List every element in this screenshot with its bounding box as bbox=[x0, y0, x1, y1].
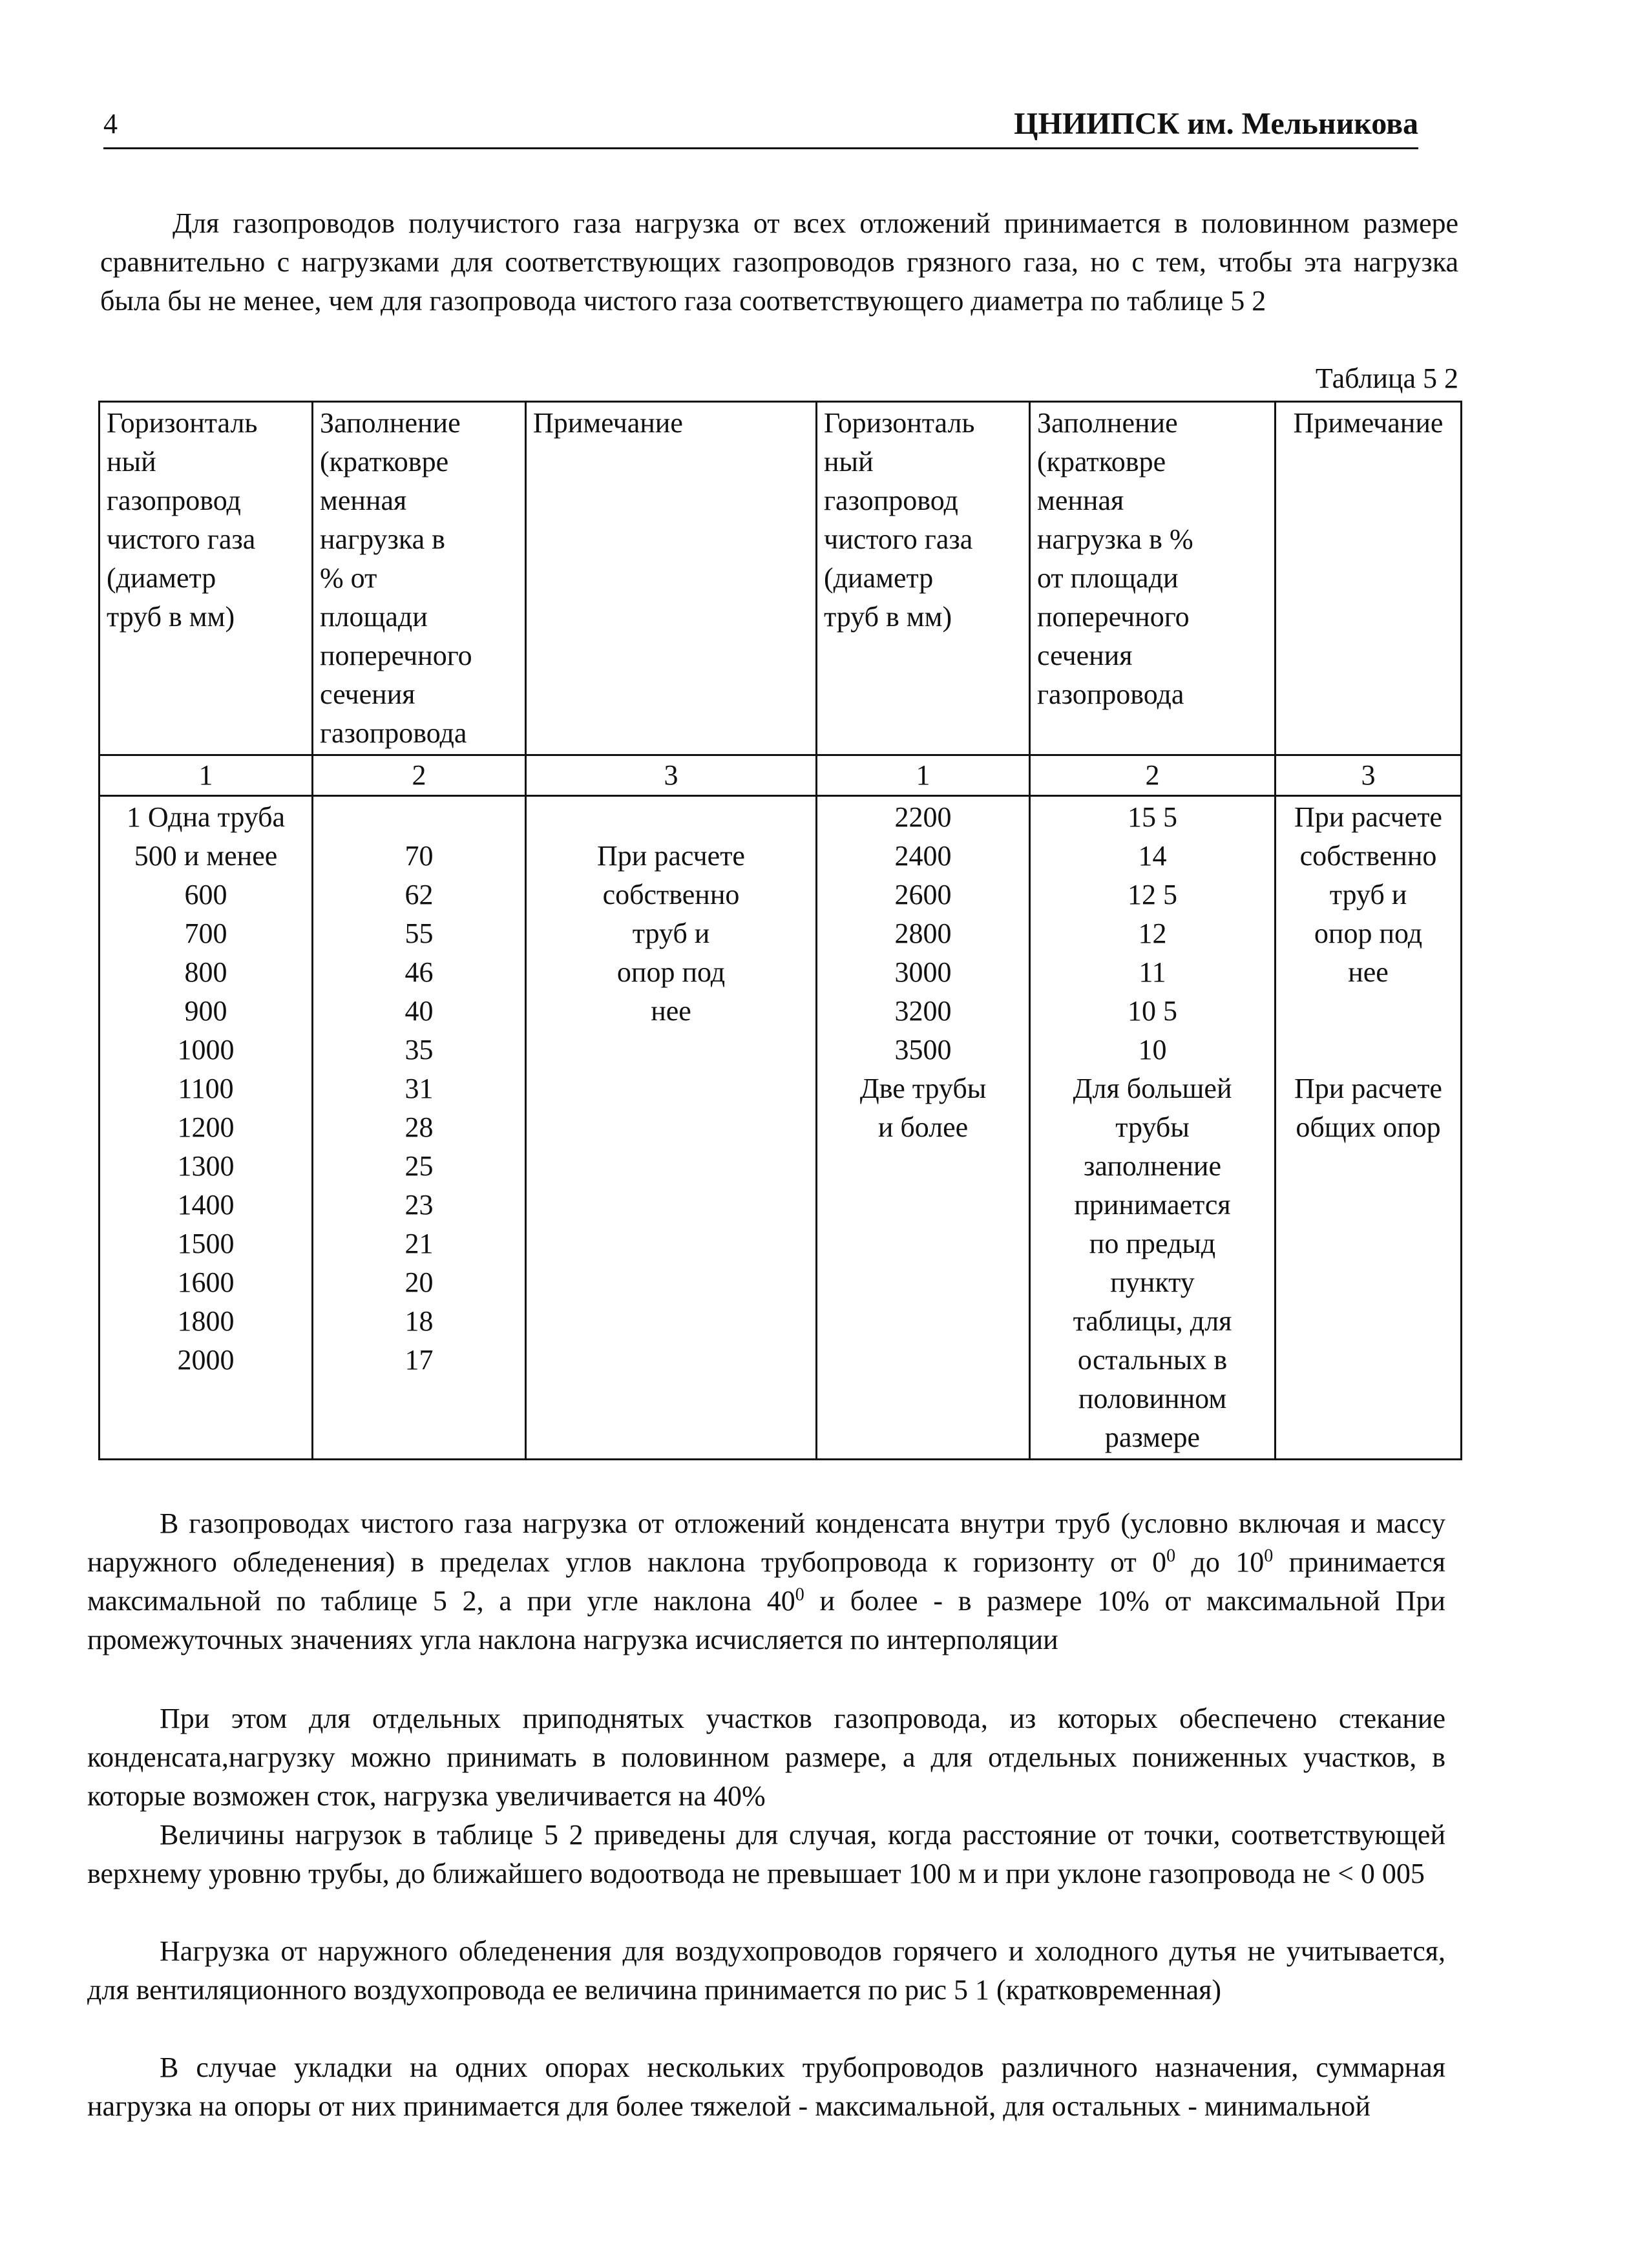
header-line: сечения bbox=[320, 678, 415, 710]
diameter-value: 1400 bbox=[177, 1189, 235, 1221]
text-run: до 10 bbox=[1175, 1546, 1265, 1578]
degree-mark: 0 bbox=[1166, 1546, 1176, 1566]
note-line: При расчете bbox=[597, 840, 745, 872]
header-line: (диаметр bbox=[824, 562, 934, 594]
header-line: нагрузка в % bbox=[1037, 523, 1193, 555]
diameter-value: 1200 bbox=[177, 1111, 235, 1143]
note-line bbox=[529, 798, 813, 837]
raised-sections-paragraph: При этом для отдельных приподнятых участков газопровода, из которых обеспечено стекание конденсата,нагрузку можно принимать в половинном размере, а для отдельных пониженных участков, в которые возможен сток, нагрузка увеличивается на 40% bbox=[87, 1703, 1445, 1812]
note-line: нее bbox=[651, 995, 691, 1027]
note-line bbox=[1279, 1031, 1458, 1069]
note-line: При расчете bbox=[1294, 1073, 1442, 1104]
fill-value: трубы bbox=[1115, 1111, 1190, 1143]
fill-value: 10 bbox=[1138, 1034, 1167, 1066]
diameter-value: 1300 bbox=[177, 1150, 235, 1182]
column-number: 2 bbox=[1030, 755, 1276, 796]
header-line: Заполнение bbox=[1037, 407, 1178, 439]
fill-value: пункту bbox=[1110, 1266, 1195, 1298]
column-number: 1 bbox=[817, 755, 1030, 796]
page-header bbox=[103, 103, 1418, 149]
header-line: сечения bbox=[1037, 640, 1133, 671]
fill-value: 21 bbox=[404, 1228, 434, 1259]
column-number: 2 bbox=[313, 755, 526, 796]
fill-value: 23 bbox=[404, 1189, 434, 1221]
condensate-paragraph bbox=[87, 1504, 1445, 1659]
load-values-paragraph: Величины нагрузок в таблице 5 2 приведены для случая, когда расстояние от точки, соответствующей верхнему уровню трубы, до ближайшего водоотвода не превышает 100 м и при уклоне газопровода не < 0 005 bbox=[87, 1819, 1445, 1889]
header-line: Горизонталь bbox=[107, 407, 258, 439]
header-col6 bbox=[1276, 402, 1462, 755]
diameter-value: 1000 bbox=[177, 1034, 235, 1066]
header-line: ный bbox=[824, 446, 874, 478]
header-col5 bbox=[1030, 402, 1276, 755]
header-line: менная bbox=[320, 485, 407, 516]
column-number: 3 bbox=[1276, 755, 1462, 796]
header-line: чистого газа bbox=[107, 523, 256, 555]
left-diameters-cell bbox=[100, 796, 313, 1460]
diameter-value: 900 bbox=[184, 995, 227, 1027]
diameter-value: Две трубы bbox=[859, 1073, 987, 1104]
diameter-value: 2200 bbox=[894, 801, 952, 833]
fill-value: по предыд bbox=[1089, 1228, 1216, 1259]
column-number: 3 bbox=[526, 755, 817, 796]
fill-value: 46 bbox=[404, 956, 434, 988]
fill-value: 31 bbox=[404, 1073, 434, 1104]
diameter-value: и более bbox=[877, 1111, 969, 1143]
column-number: 1 bbox=[100, 755, 313, 796]
header-line: (диаметр bbox=[107, 562, 216, 594]
fill-value: Для большей bbox=[1073, 1073, 1232, 1104]
diameter-value: 1 Одна труба bbox=[126, 801, 286, 833]
fill-value: 62 bbox=[404, 879, 434, 910]
diameter-value: 2600 bbox=[894, 879, 952, 910]
fill-value: 15 5 bbox=[1128, 801, 1177, 833]
header-line: от площади bbox=[1037, 562, 1179, 594]
left-note-cell bbox=[526, 796, 817, 1460]
diameter-value: 2400 bbox=[894, 840, 952, 872]
header-line: газопровод bbox=[107, 485, 241, 516]
right-diameters-cell bbox=[817, 796, 1030, 1460]
fill-value: 17 bbox=[404, 1344, 434, 1376]
fill-value: размере bbox=[1104, 1422, 1201, 1453]
diameter-value: 3000 bbox=[894, 956, 952, 988]
diameter-value: 600 bbox=[184, 879, 227, 910]
fill-value: таблицы, для bbox=[1073, 1305, 1232, 1337]
note-line bbox=[1279, 992, 1458, 1031]
fill-value: остальных в bbox=[1077, 1344, 1228, 1376]
header-line: Горизонталь bbox=[824, 407, 975, 439]
header-line: (кратковре bbox=[1037, 446, 1166, 478]
icing-paragraph: Нагрузка от наружного обледенения для воздухопроводов горячего и холодного дутья не учитывается, для вентиляционного воздухопровода ее величина принимается по рис 5 1 (кратковременная) bbox=[87, 1935, 1445, 2006]
header-line: газопровод bbox=[824, 485, 958, 516]
fill-value: 55 bbox=[404, 918, 434, 949]
column-number-row bbox=[100, 755, 1462, 796]
note-line: опор под bbox=[616, 956, 726, 988]
header-line: труб в мм) bbox=[824, 601, 952, 633]
header-line: нагрузка в bbox=[320, 523, 445, 555]
header-line: (кратковре bbox=[320, 446, 449, 478]
header-line: менная bbox=[1037, 485, 1124, 516]
fill-value: принимается bbox=[1074, 1189, 1231, 1221]
note-line: опор под bbox=[1314, 918, 1423, 949]
header-line: газопровода bbox=[320, 717, 467, 749]
note-line: При расчете bbox=[1294, 801, 1442, 833]
header-line: Заполнение bbox=[320, 407, 461, 439]
load-table bbox=[98, 401, 1462, 1460]
right-fill-cell bbox=[1030, 796, 1276, 1460]
left-fill-cell bbox=[313, 796, 526, 1460]
fill-value bbox=[316, 798, 522, 837]
degree-mark: 0 bbox=[1264, 1546, 1274, 1566]
header-line: труб в мм) bbox=[107, 601, 235, 633]
fill-value: 12 5 bbox=[1128, 879, 1177, 910]
header-col2 bbox=[313, 402, 526, 755]
diameter-value: 1800 bbox=[177, 1305, 235, 1337]
text-run: и более - в размере 10% от максимальной При промежуточных значениях угла наклона нагрузка исчисляется по интерполяции bbox=[87, 1585, 1445, 1655]
header-col4 bbox=[817, 402, 1030, 755]
header-line: поперечного bbox=[1037, 601, 1190, 633]
fill-value: половинном bbox=[1078, 1383, 1227, 1414]
fill-value: 18 bbox=[404, 1305, 434, 1337]
text-run: В газопроводах чистого газа нагрузка от отложений конденсата внутри труб (условно включая и массу наружного обледенения) в пределах углов наклона трубопровода к горизонту от 0 bbox=[87, 1507, 1445, 1578]
diameter-value: 2800 bbox=[894, 918, 952, 949]
fill-value: 40 bbox=[404, 995, 434, 1027]
diameter-value: 1500 bbox=[177, 1228, 235, 1259]
note-line: труб и bbox=[1329, 879, 1407, 910]
header-line: газопровода bbox=[1037, 678, 1184, 710]
diameter-value: 3200 bbox=[894, 995, 952, 1027]
fill-value: 10 5 bbox=[1128, 995, 1177, 1027]
diameter-value: 500 и менее bbox=[134, 840, 278, 872]
multiple-pipes-paragraph: В случае укладки на одних опорах нескольких трубопроводов различного назначения, суммарная нагрузка на опоры от них принимается для более тяжелой - максимальной, для остальных - минимальной bbox=[87, 2052, 1445, 2122]
header-line: поперечного bbox=[320, 640, 472, 671]
intro-paragraph: Для газопроводов получистого газа нагрузка от всех отложений принимается в половинном размере сравнительно с нагрузками для соответствующих газопроводов грязного газа, но с тем, чтобы эта нагрузка была бы не менее, чем для газопровода чистого газа соответствующего диаметра по таблице 5 2 bbox=[100, 207, 1458, 317]
fill-value: 20 bbox=[404, 1266, 434, 1298]
fill-value: заполнение bbox=[1084, 1150, 1221, 1182]
header-line: ный bbox=[107, 446, 156, 478]
diameter-value: 2000 bbox=[177, 1344, 235, 1376]
diameter-value: 700 bbox=[184, 918, 227, 949]
note-line: собственно bbox=[602, 879, 740, 910]
diameter-value: 1100 bbox=[178, 1073, 234, 1104]
header-col3 bbox=[526, 402, 817, 755]
fill-value: 11 bbox=[1139, 956, 1166, 988]
fill-value: 14 bbox=[1138, 840, 1167, 872]
fill-value: 70 bbox=[404, 840, 434, 872]
text-run: принимается максимальной по таблице 5 2, а при угле наклона 40 bbox=[87, 1546, 1445, 1617]
header-line: Примечание bbox=[1293, 407, 1444, 439]
table-caption: Таблица 5 2 bbox=[1315, 362, 1458, 394]
fill-value: 25 bbox=[404, 1150, 434, 1182]
table-body-row bbox=[100, 796, 1462, 1460]
table-header-row bbox=[100, 402, 1462, 755]
diameter-value: 1600 bbox=[177, 1266, 235, 1298]
header-col1 bbox=[100, 402, 313, 755]
page-number: 4 bbox=[103, 108, 118, 140]
header-line: % от bbox=[320, 562, 377, 594]
fill-value: 12 bbox=[1138, 918, 1167, 949]
note-line: общих опор bbox=[1296, 1111, 1441, 1143]
fill-value: 35 bbox=[404, 1034, 434, 1066]
right-note-cell bbox=[1276, 796, 1462, 1460]
organization-name: ЦНИИПСК им. Мельникова bbox=[1014, 107, 1418, 141]
note-line: нее bbox=[1348, 956, 1389, 988]
note-line: труб и bbox=[632, 918, 710, 949]
fill-value: 28 bbox=[404, 1111, 434, 1143]
header-line: Примечание bbox=[533, 407, 683, 439]
note-line: собственно bbox=[1299, 840, 1437, 872]
diameter-value: 800 bbox=[184, 956, 227, 988]
header-line: площади bbox=[320, 601, 428, 633]
header-line: чистого газа bbox=[824, 523, 973, 555]
degree-mark: 0 bbox=[795, 1584, 804, 1605]
diameter-value: 3500 bbox=[894, 1034, 952, 1066]
